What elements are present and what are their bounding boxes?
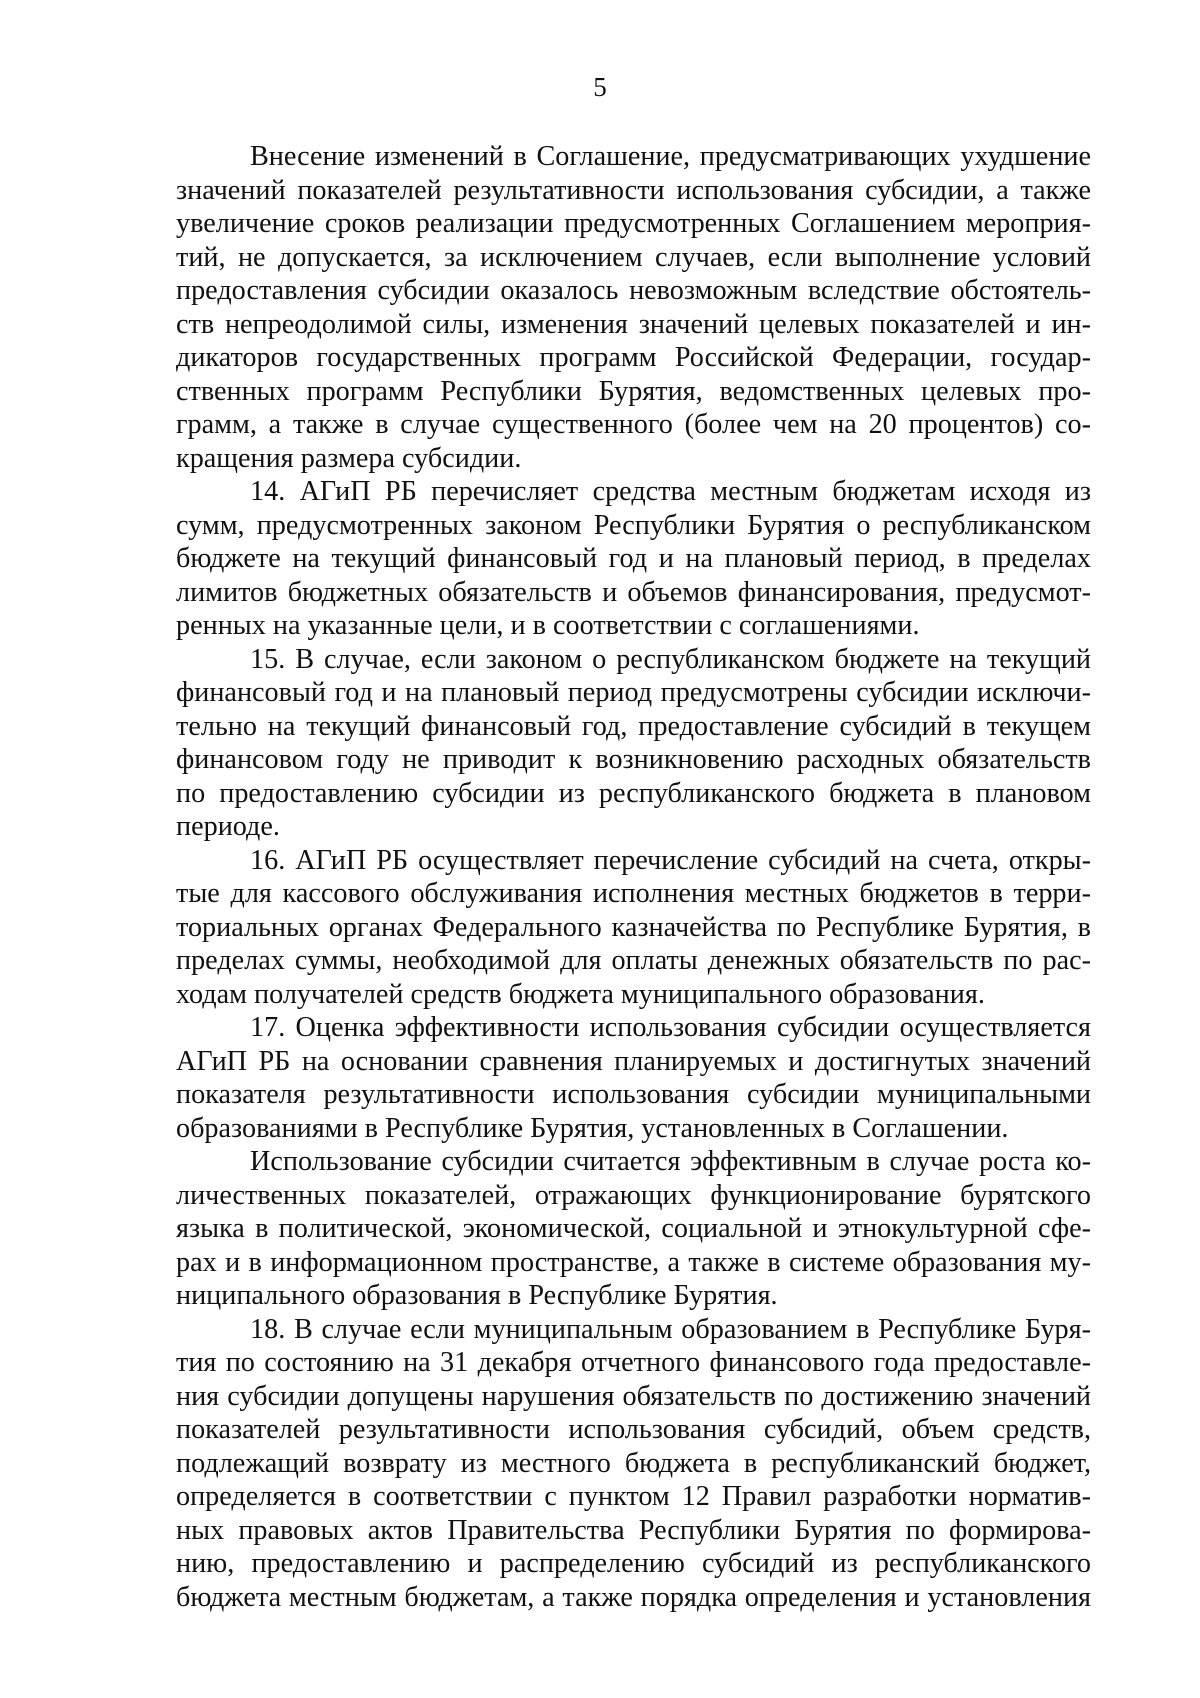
text-line: бюджете на текущий финансовый год и на плановый период, в пределах — [176, 543, 1091, 574]
text-line: АГиП РБ на основании сравнения планируемых и достигнутых значений — [176, 1045, 1091, 1077]
text-line: показателя результативности использования субсидии муниципальными — [176, 1079, 1091, 1110]
text-line: грамм, а также в случае существенного (более чем на 20 процентов) со- — [176, 409, 1091, 440]
text-line: дикаторов государственных программ Российской Федерации, государ- — [176, 342, 1091, 373]
text-line: ренных на указанные цели, и в соответствии с соглашениями. — [176, 610, 920, 641]
text-line: периоде. — [176, 811, 280, 842]
text-line: тельно на текущий финансовый год, предоставление субсидий в текущем — [176, 710, 1091, 742]
text-line: ходам получателей средств бюджета муниципального образования. — [176, 978, 985, 1010]
text-line: показателей результативности использования субсидий, объем средств, — [176, 1414, 1091, 1445]
text-line: ств непреодолимой силы, изменения значений целевых показателей и ин- — [176, 308, 1091, 340]
text-line: 18. В случае если муниципальным образованием в Республике Буря- — [250, 1313, 1091, 1345]
page-number: 5 — [593, 72, 607, 102]
text-line: Внесение изменений в Соглашение, предусматривающих ухудшение — [250, 141, 1091, 172]
text-line: Использование субсидии считается эффективным в случае роста ко- — [250, 1146, 1091, 1177]
text-line: сумм, предусмотренных законом Республики Бурятия о республиканском — [176, 509, 1091, 541]
text-line: определяется в соответствии с пунктом 12 Правил разработки норматив- — [176, 1481, 1091, 1512]
text-line: тые для кассового обслуживания исполнения местных бюджетов в терри- — [176, 878, 1091, 909]
text-line: личественных показателей, отражающих функционирование бурятского — [176, 1179, 1091, 1211]
text-line: 15. В случае, если законом о республиканском бюджете на текущий — [250, 643, 1091, 675]
text-line: по предоставлению субсидии из республиканского бюджета в плановом — [176, 777, 1091, 809]
text-line: нию, предоставлению и распределению субсидий из республиканского — [176, 1548, 1091, 1579]
text-line: тия по состоянию на 31 декабря отчетного финансового года предоставле- — [176, 1347, 1091, 1378]
text-line: финансовом году не приводит к возникновению расходных обязательств — [176, 744, 1091, 775]
text-line: образованиями в Республике Бурятия, установленных в Соглашении. — [176, 1112, 1009, 1144]
text-line: увеличение сроков реализации предусмотренных Соглашением мероприя- — [176, 208, 1091, 239]
text-line: ниципального образования в Республике Бурятия. — [176, 1280, 778, 1311]
text-line: значений показателей результативности использования субсидии, а также — [176, 174, 1091, 206]
text-line: 16. АГиП РБ осуществляет перечисление субсидий на счета, откры- — [250, 844, 1091, 876]
text-line: бюджета местным бюджетам, а также порядка определения и установления — [176, 1581, 1091, 1613]
text-line: рах и в информационном пространстве, а также в системе образования му- — [176, 1246, 1091, 1278]
text-line: предоставления субсидии оказалось невозможным вследствие обстоятель- — [176, 275, 1091, 306]
text-line: 17. Оценка эффективности использования субсидии осуществляется — [250, 1012, 1091, 1043]
text-line: языка в политической, экономической, социальной и этнокультурной сфе- — [176, 1213, 1091, 1244]
text-line: ных правовых актов Правительства Республики Бурятия по формирова- — [176, 1514, 1091, 1546]
text-line: ственных программ Республики Бурятия, ведомственных целевых про- — [176, 375, 1091, 407]
text-line: пределах суммы, необходимой для оплаты денежных обязательств по рас- — [176, 945, 1091, 976]
text-line: лимитов бюджетных обязательств и объемов финансирования, предусмот- — [176, 576, 1091, 608]
text-line: подлежащий возврату из местного бюджета в республиканский бюджет, — [176, 1447, 1091, 1479]
document-body — [176, 140, 1091, 1614]
text-line: кращения размера субсидии. — [176, 442, 522, 474]
text-line: ториальных органах Федерального казначейства по Республике Бурятия, в — [176, 911, 1091, 943]
text-line: 14. АГиП РБ перечисляет средства местным бюджетам исходя из — [250, 476, 1091, 507]
text-line: тий, не допускается, за исключением случаев, если выполнение условий — [176, 241, 1091, 273]
text-line: финансовый год и на плановый период предусмотрены субсидии исключи- — [176, 677, 1091, 708]
text-line: ния субсидии допущены нарушения обязательств по достижению значений — [176, 1380, 1091, 1412]
